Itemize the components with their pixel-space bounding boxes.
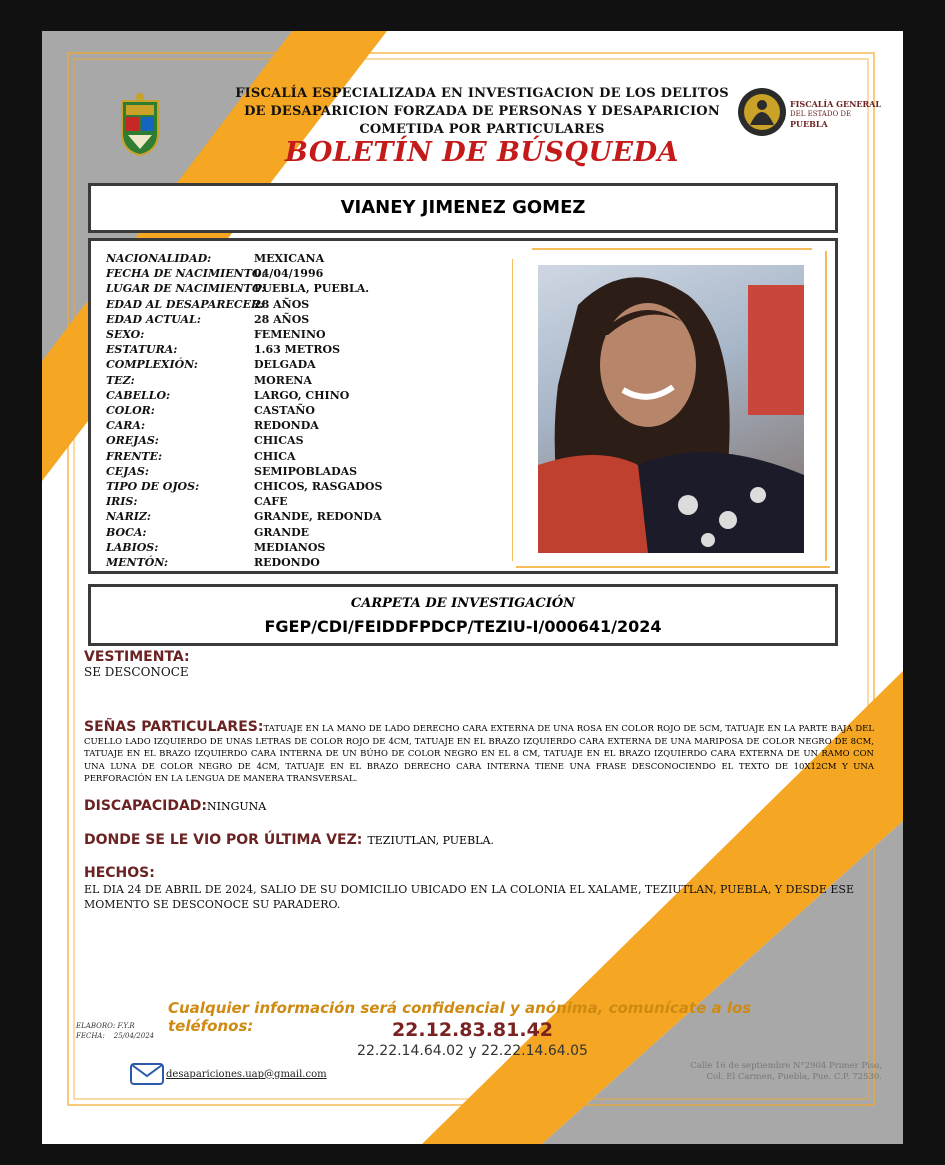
field-value: GRANDE [254,525,310,539]
field-value: CASTAÑO [254,404,315,418]
ultima-vez-text: TEZIUTLAN, PUEBLA. [367,834,494,847]
field-value: PUEBLA, PUEBLA. [254,282,370,296]
field-value: 28 AÑOS [254,297,310,311]
field-label: EDAD AL DESAPARECER: [106,297,265,311]
field-value: CAFE [254,495,288,509]
field-value: MEDIANOS [254,540,326,554]
field-label: FRENTE: [106,449,163,463]
field-value: CHICOS, RASGADOS [254,480,383,494]
field-label: LUGAR DE NACIMIENTO: [106,282,266,296]
field-value: CHICA [254,449,296,463]
field-value: SEMIPOBLADAS [254,464,358,478]
discapacidad-text: NINGUNA [207,800,267,813]
fiscalia-logo-text [790,99,881,129]
envelope-icon [130,1063,164,1085]
vestimenta-text: SE DESCONOCE [84,665,189,679]
carpeta-number: FGEP/CDI/FEIDDFPDCP/TEZIU-I/000641/2024 [264,617,662,636]
header-line-1: FISCALÍA ESPECIALIZADA EN INVESTIGACION DE LOS DELITOS [235,86,729,101]
elaboro-label: ELABORO: [76,1022,116,1030]
senas-title: SEÑAS PARTICULARES: [84,719,264,735]
field-label: ESTATURA: [106,343,178,357]
vestimenta-title: VESTIMENTA: [84,649,190,665]
fiscalia-logo-icon [736,81,788,143]
phone-secondary: 22.22.14.64.02 y 22.22.14.64.05 [357,1043,588,1059]
elaboro-value: F.Y.R [117,1022,135,1030]
senas-text: TATUAJE EN LA MANO DE LADO DERECHO CARA EXTERNA DE UNA ROSA EN COLOR ROJO DE 5CM, TATUAJE EN LA PARTE BAJA DEL CUELLO LADO IZQUIERDO DE UNAS LETRAS DE COLOR ROJO DE 4CM, TATUAJE EN EL BRAZO IZQUIERDO CARA EXTERNA DE UNA MARIPOSA DE COLOR NEGRO DE 8CM, TATUAJE EN EL BRAZO IZQUIERDO CARA INTERNA DE UN BÚHO DE COLOR NEGRO EN EL 8 CM, TATUAJE EN EL BRAZO IZQUIERDO CARA EXTERNA DE UN RAMO CON UNA LUNA DE COLOR NEGRO DE 4CM, TATUAJE EN EL BRAZO DERECHO CARA INTERNA TIENE UNA FRASE DESCONOCIENDO EL TEXTO DE 10X12CM Y UNA PERFORACIÓN EN LA LENGUA DE MANERA TRANSVERSAL. [84,724,874,785]
bulletin-page [42,31,903,1144]
field-value: DELGADA [254,358,316,372]
field-value: 28 AÑOS [254,312,310,326]
address-line-1: Calle 16 de septiembre N°2904 Primer Piso, [690,1061,882,1071]
person-name: VIANEY JIMENEZ GOMEZ [340,197,586,218]
address-line-2: Col. El Carmen, Puebla, Pue. C.P. 72530. [706,1072,882,1082]
logo-text-1: FISCALÍA GENERAL [790,99,881,109]
field-label: TEZ: [106,373,135,387]
carpeta-box [88,584,838,646]
field-label: NACIONALIDAD: [106,252,212,265]
field-labels [106,251,266,570]
field-label: CABELLO: [106,388,171,402]
field-value: LARGO, CHINO [254,388,350,402]
header-line-3: COMETIDA POR PARTICULARES [359,122,605,137]
field-value: MORENA [254,373,312,387]
logo-text-3: PUEBLA [790,119,828,129]
field-label: IRIS: [106,495,138,509]
phone-main: 22.12.83.81.42 [391,1019,554,1041]
person-name-box [88,183,838,233]
person-photo-illustration [538,265,804,553]
field-label: FECHA DE NACIMIENTO: [106,267,266,281]
field-label: EDAD ACTUAL: [106,312,201,326]
bulletin-title: BOLETÍN DE BÚSQUEDA [285,137,679,168]
fecha-value: 25/04/2024 [113,1032,155,1040]
field-value: REDONDA [254,419,319,433]
elaboro-block [76,1021,154,1041]
discapacidad-block [84,795,266,814]
person-photo [538,265,804,553]
field-label: MENTÓN: [106,556,169,570]
field-value: CHICAS [254,434,304,448]
fecha-label: FECHA: [76,1032,105,1040]
field-label: NARIZ: [106,510,151,524]
puebla-seal-logo [118,93,162,157]
address-block [602,1061,882,1083]
field-label: OREJAS: [106,434,159,448]
header-line-2: DE DESAPARICION FORZADA DE PERSONAS Y DESAPARICION [244,104,720,119]
field-label: COMPLEXIÓN: [106,358,198,372]
field-value: 1.63 METROS [254,343,341,357]
ultima-vez-block [84,829,494,848]
field-value: 04/04/1996 [254,267,324,281]
field-value: MEXICANA [254,252,325,265]
field-value: FEMENINO [254,328,326,342]
ultima-vez-title: DONDE SE LE VIO POR ÚLTIMA VEZ: [84,832,363,848]
field-label: CARA: [106,419,146,433]
field-label: COLOR: [106,404,155,418]
hechos-title: HECHOS: [84,865,155,881]
field-value: REDONDO [254,556,320,570]
discapacidad-title: DISCAPACIDAD: [84,798,207,814]
field-label: LABIOS: [106,540,159,554]
hechos-text: EL DIA 24 DE ABRIL DE 2024, SALIO DE SU DOMICILIO UBICADO EN LA COLONIA EL XALAME, TEZIUTLAN, PUEBLA, Y DESDE ESE MOMENTO SE DESCONOCE SU PARADERO. [84,883,854,911]
field-label: BOCA: [106,525,147,539]
senas-block [84,721,874,786]
field-values [254,251,382,570]
footer-cta: Cualquier información será confidencial y anónima, comunícate a los teléfonos: [168,999,752,1035]
field-value: GRANDE, REDONDA [254,510,382,524]
logo-text-2: DEL ESTADO DE [790,110,852,118]
field-label: CEJAS: [106,464,149,478]
email-block[interactable] [130,1063,327,1085]
field-label: TIPO DE OJOS: [106,480,200,494]
email-link[interactable]: desapariciones.uap@gmail.com [166,1068,327,1080]
field-label: SEXO: [106,328,145,342]
carpeta-title: CARPETA DE INVESTIGACIÓN [350,596,576,611]
